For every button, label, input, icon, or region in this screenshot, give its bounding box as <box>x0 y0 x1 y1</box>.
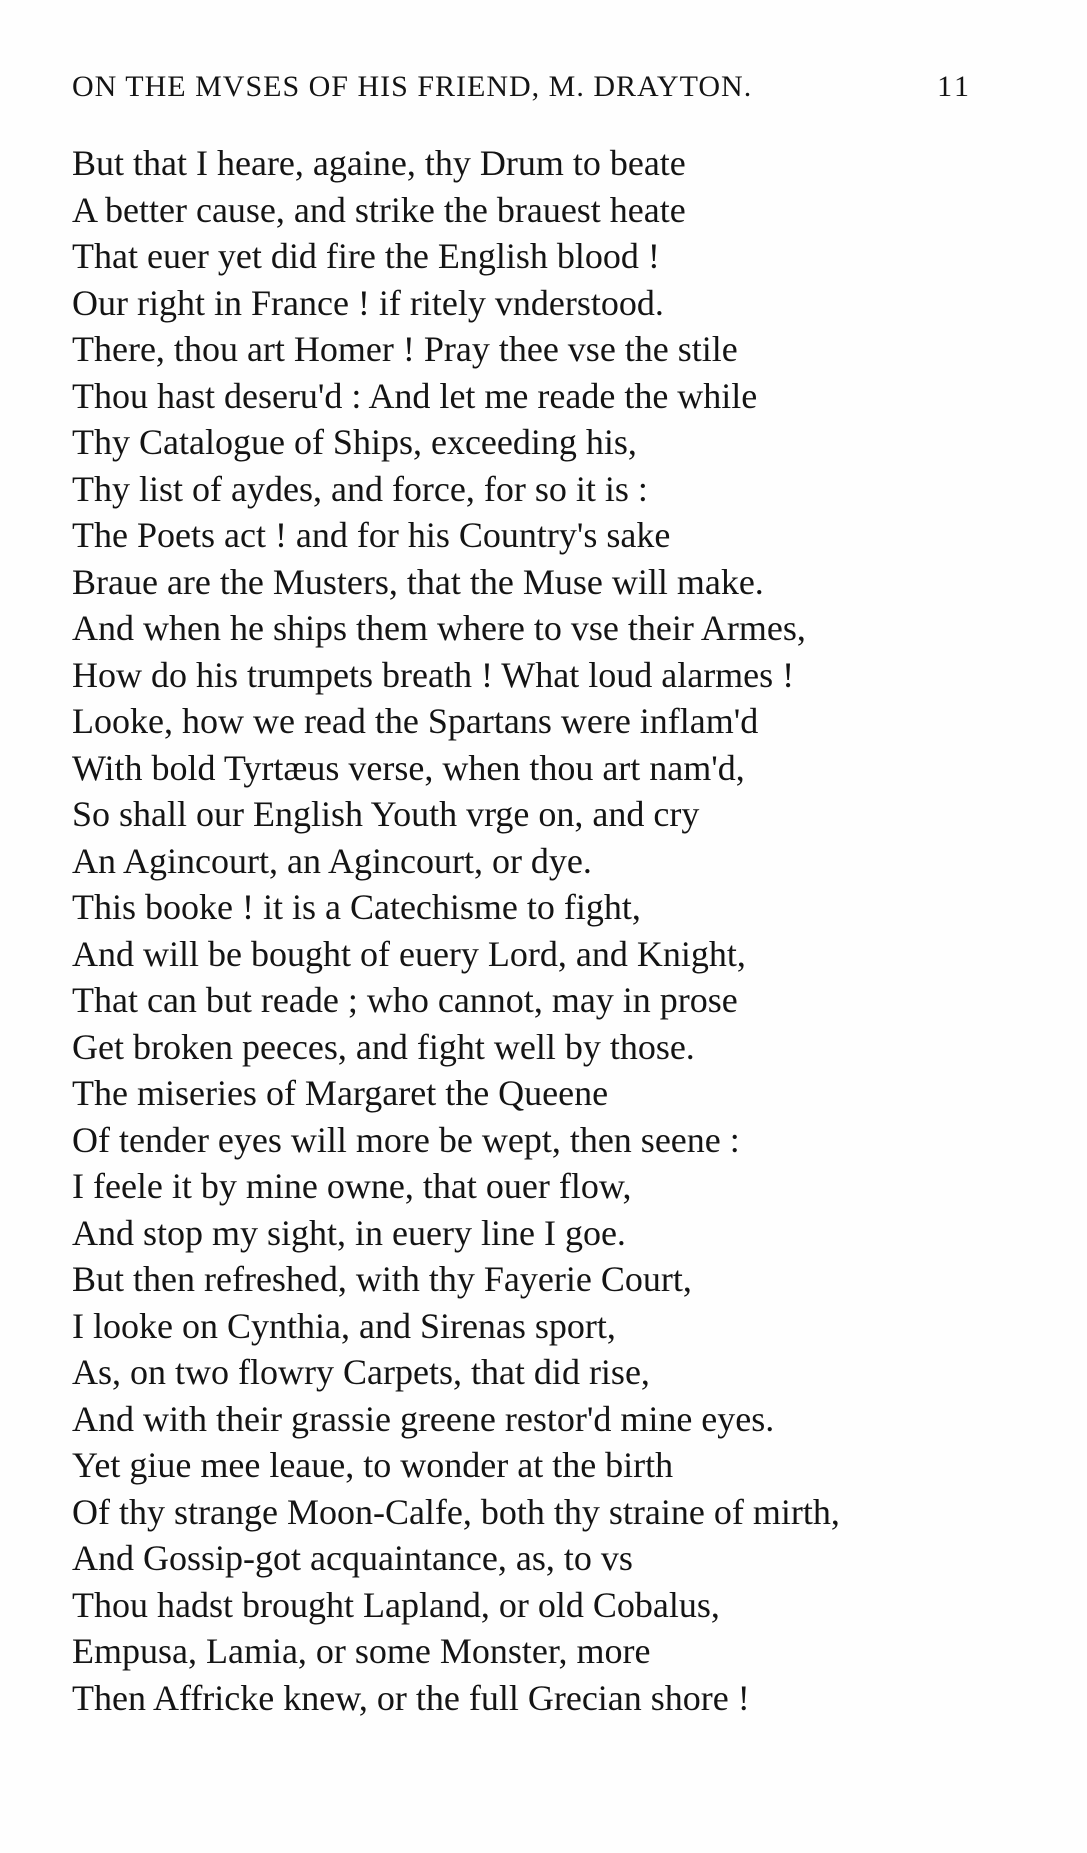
poem-line: This booke ! it is a Catechisme to fight, <box>72 887 641 927</box>
poem-line: I feele it by mine owne, that ouer flow, <box>72 1166 632 1206</box>
poem-line: An Agincourt, an Agincourt, or dye. <box>72 840 592 881</box>
poem-line: How do his trumpets breath ! What loud alarmes ! <box>72 654 795 695</box>
page-number: 11 <box>937 70 972 103</box>
poem-line: As, on two flowry Carpets, that did rise, <box>72 1352 650 1392</box>
poem-line: The miseries of Margaret the Queene <box>72 1073 609 1113</box>
poem-line: And will be bought of euery Lord, and Knight, <box>72 933 746 974</box>
poem-line: Looke, how we read the Spartans were inflam'd <box>72 701 759 741</box>
poem-line: Yet giue mee leaue, to wonder at the birth <box>72 1445 674 1485</box>
poem-line: And stop my sight, in euery line I goe. <box>72 1212 626 1253</box>
running-title: ON THE MVSES OF HIS FRIEND, M. DRAYTON. <box>72 70 753 103</box>
poem-line: And when he ships them where to vse their Armes, <box>72 608 806 648</box>
poem-line-italic: That can but reade ; who cannot, may in prose <box>72 980 738 1020</box>
poem-line: And with their grassie greene restor'd mine eyes. <box>72 1398 775 1439</box>
poem-line: Empusa, Lamia, or some Monster, more <box>72 1631 651 1671</box>
poem-line: And Gossip-got acquaintance, as, to vs <box>72 1538 633 1578</box>
poem-line: But that I heare, againe, thy Drum to beate <box>72 143 686 183</box>
poem-line: That euer yet did fire the English blood ! <box>72 236 660 276</box>
poem-line: Braue are the Musters, that the Muse will make. <box>72 561 764 602</box>
poem-line: Our right in France ! if ritely vnderstood. <box>72 282 664 323</box>
poem-line: Thou hast deseru'd : And let me reade the while <box>72 375 758 416</box>
poem-line: Of tender eyes will more be wept, then seene : <box>72 1119 740 1160</box>
poem-line: Thy list of aydes, and force, for so it is : <box>72 468 648 509</box>
poem-line: Then Affricke knew, or the full Grecian shore ! <box>72 1677 750 1718</box>
poem-line: I looke on Cynthia, and Sirenas sport, <box>72 1305 616 1346</box>
poem-line-italic: Of thy strange Moon-Calfe, both thy straine of mirth, <box>72 1491 840 1532</box>
poem-line: Get broken peeces, and fight well by those. <box>72 1026 695 1067</box>
poem-line: So shall our English Youth vrge on, and cry <box>72 794 700 834</box>
poem-line: Thy Catalogue of Ships, exceeding his, <box>72 422 637 462</box>
running-head <box>72 70 972 110</box>
poem-line: There, thou art Homer ! Pray thee vse the stile <box>72 329 738 369</box>
poem-line: But then refreshed, with thy Fayerie Court, <box>72 1259 692 1299</box>
poem-line: A better cause, and strike the brauest heate <box>72 189 686 230</box>
poem-line: With bold Tyrtæus verse, when thou art nam'd, <box>72 747 745 788</box>
poem-text <box>72 140 1032 1721</box>
poem-line: The Poets act ! and for his Country's sake <box>72 515 671 555</box>
poem-line: Thou hadst brought Lapland, or old Cobalus, <box>72 1584 720 1625</box>
